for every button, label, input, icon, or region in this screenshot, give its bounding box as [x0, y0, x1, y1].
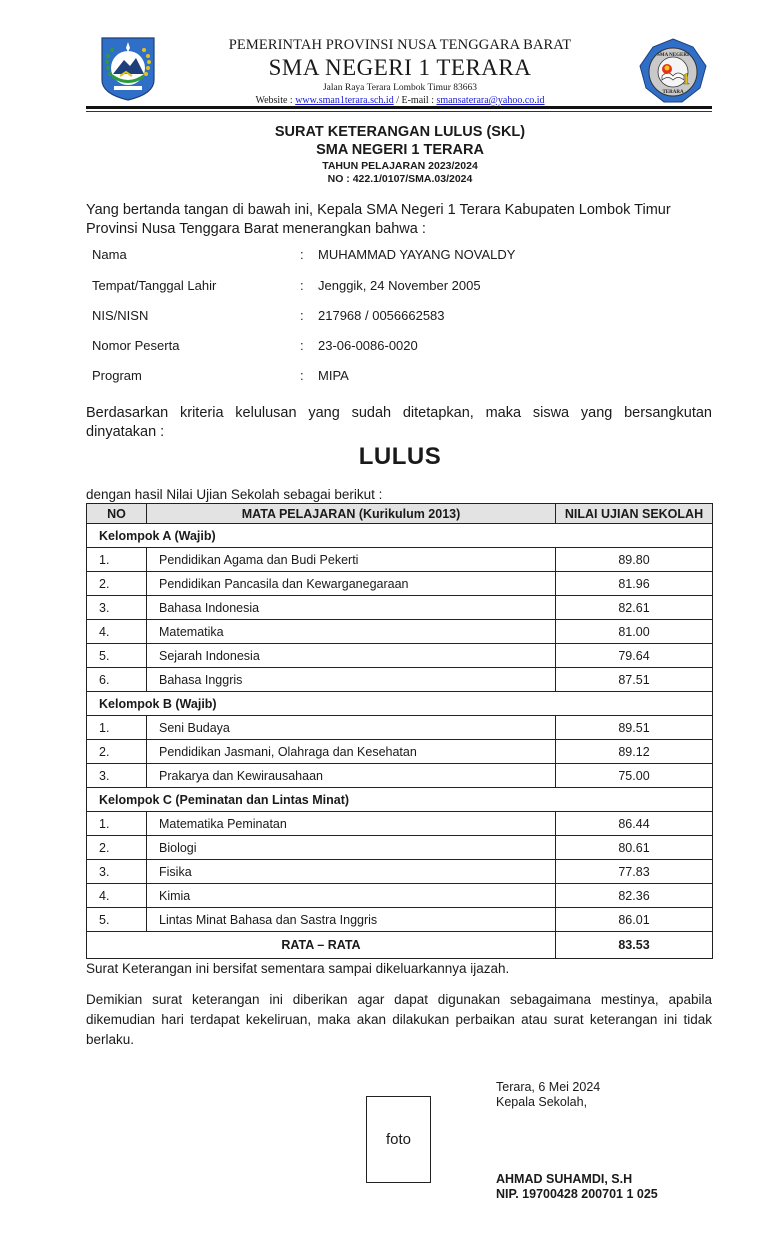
- row-number: 4.: [87, 884, 147, 908]
- website-link[interactable]: www.sman1terara.sch.id: [295, 95, 394, 106]
- row-subject: Seni Budaya: [147, 716, 556, 740]
- row-number: 2.: [87, 572, 147, 596]
- row-number: 5.: [87, 644, 147, 668]
- letterhead-address: Jalan Raya Terara Lombok Timur 83663: [322, 83, 478, 93]
- school-emblem-text-bottom: TERARA: [662, 90, 684, 95]
- row-subject: Pendidikan Agama dan Budi Pekerti: [147, 548, 556, 572]
- row-number: 1.: [87, 812, 147, 836]
- table-row: [87, 644, 713, 668]
- info-label: NIS/NISN: [92, 308, 149, 323]
- row-subject: Lintas Minat Bahasa dan Sastra Inggris: [147, 908, 556, 932]
- row-score: 81.00: [556, 620, 713, 644]
- header-no: NO: [87, 504, 147, 524]
- row-score: 87.51: [556, 668, 713, 692]
- header-subject: MATA PELAJARAN (Kurikulum 2013): [147, 504, 556, 524]
- row-score: 89.80: [556, 548, 713, 572]
- temporary-note: Surat Keterangan ini bersifat sementara sampai dikeluarkannya ijazah.: [86, 961, 510, 976]
- table-row: [87, 884, 713, 908]
- row-subject: Bahasa Inggris: [147, 668, 556, 692]
- row-score: 89.51: [556, 716, 713, 740]
- group-label: Kelompok C (Peminatan dan Lintas Minat): [87, 788, 713, 812]
- table-header-row: [87, 504, 713, 524]
- email-link[interactable]: smansaterara@yahoo.co.id: [436, 95, 545, 106]
- table-row: [87, 764, 713, 788]
- row-number: 6.: [87, 668, 147, 692]
- provincial-emblem-logo: [100, 36, 156, 102]
- graduation-result: LULUS: [358, 443, 442, 470]
- row-number: 2.: [87, 740, 147, 764]
- info-value: Jenggik, 24 November 2005: [318, 278, 481, 293]
- signature-place-date: Terara, 6 Mei 2024: [496, 1080, 601, 1094]
- info-row-name: [92, 247, 712, 265]
- row-number: 1.: [87, 548, 147, 572]
- table-row: [87, 740, 713, 764]
- school-emblem-logo: [638, 38, 708, 104]
- row-number: 3.: [87, 860, 147, 884]
- row-score: 77.83: [556, 860, 713, 884]
- info-label: Program: [92, 368, 142, 383]
- row-score: 86.01: [556, 908, 713, 932]
- row-number: 3.: [87, 596, 147, 620]
- letterhead-school-name: SMA NEGERI 1 TERARA: [268, 55, 532, 80]
- signature-position: Kepala Sekolah,: [496, 1095, 588, 1109]
- row-subject: Kimia: [147, 884, 556, 908]
- table-row: [87, 572, 713, 596]
- row-number: 3.: [87, 764, 147, 788]
- row-subject: Pendidikan Pancasila dan Kewarganegaraan: [147, 572, 556, 596]
- website-label: Website :: [255, 95, 296, 106]
- svg-text:1: 1: [682, 71, 690, 88]
- group-label: Kelompok A (Wajib): [87, 524, 713, 548]
- table-row: [87, 836, 713, 860]
- table-row: [87, 908, 713, 932]
- letterhead-government: PEMERINTAH PROVINSI NUSA TENGGARA BARAT: [228, 37, 572, 53]
- table-row: [87, 716, 713, 740]
- grades-table: [86, 503, 713, 959]
- row-score: 80.61: [556, 836, 713, 860]
- row-subject: Biologi: [147, 836, 556, 860]
- header-score: NILAI UJIAN SEKOLAH: [556, 504, 713, 524]
- letterhead-rule-thin: [86, 111, 712, 112]
- table-intro: dengan hasil Nilai Ujian Sekolah sebagai berikut :: [86, 487, 383, 502]
- document-school: SMA NEGERI 1 TERARA: [316, 142, 484, 158]
- row-score: 79.64: [556, 644, 713, 668]
- info-colon: :: [300, 338, 304, 353]
- table-row: [87, 620, 713, 644]
- group-label: Kelompok B (Wajib): [87, 692, 713, 716]
- criteria-paragraph: Berdasarkan kriteria kelulusan yang sudah ditetapkan, maka siswa yang bersangkutan dinyatakan :: [86, 405, 712, 440]
- intro-paragraph: Yang bertanda tangan di bawah ini, Kepala SMA Negeri 1 Terara Kabupaten Lombok Timur Provinsi Nusa Tenggara Barat menerangkan bahwa :: [86, 202, 671, 237]
- document-academic-year: TAHUN PELAJARAN 2023/2024: [322, 160, 478, 172]
- group-row: [87, 788, 713, 812]
- info-label: Nomor Peserta: [92, 338, 180, 353]
- letterhead-contact: [200, 95, 600, 106]
- row-score: 82.36: [556, 884, 713, 908]
- info-value: MUHAMMAD YAYANG NOVALDY: [318, 247, 516, 262]
- average-value: 83.53: [556, 932, 713, 959]
- signature-nip: NIP. 19700428 200701 1 025: [496, 1187, 658, 1201]
- row-score: 86.44: [556, 812, 713, 836]
- row-number: 2.: [87, 836, 147, 860]
- row-number: 5.: [87, 908, 147, 932]
- row-number: 1.: [87, 716, 147, 740]
- info-value: 23-06-0086-0020: [318, 338, 418, 353]
- average-label: RATA – RATA: [87, 932, 556, 959]
- info-label: Nama: [92, 247, 127, 262]
- table-row: [87, 548, 713, 572]
- row-score: 81.96: [556, 572, 713, 596]
- row-subject: Fisika: [147, 860, 556, 884]
- table-row: [87, 860, 713, 884]
- row-subject: Prakarya dan Kewirausahaan: [147, 764, 556, 788]
- signature-name: AHMAD SUHAMDI, S.H: [496, 1172, 633, 1186]
- document-title: SURAT KETERANGAN LULUS (SKL): [274, 124, 526, 140]
- group-row: [87, 524, 713, 548]
- row-subject: Matematika Peminatan: [147, 812, 556, 836]
- row-score: 75.00: [556, 764, 713, 788]
- row-score: 82.61: [556, 596, 713, 620]
- group-row: [87, 692, 713, 716]
- info-row-exam-number: [92, 338, 712, 356]
- info-row-nis: [92, 308, 712, 326]
- photo-label: foto: [385, 1131, 412, 1148]
- photo-placeholder: [366, 1096, 431, 1183]
- row-subject: Matematika: [147, 620, 556, 644]
- info-colon: :: [300, 278, 304, 293]
- info-colon: :: [300, 247, 304, 262]
- grades-body: [87, 524, 713, 932]
- info-row-birth: [92, 278, 712, 296]
- info-colon: :: [300, 308, 304, 323]
- row-subject: Sejarah Indonesia: [147, 644, 556, 668]
- row-subject: Pendidikan Jasmani, Olahraga dan Kesehatan: [147, 740, 556, 764]
- email-label: / E-mail :: [393, 95, 437, 106]
- info-label: Tempat/Tanggal Lahir: [92, 278, 217, 293]
- row-score: 89.12: [556, 740, 713, 764]
- closing-paragraph: Demikian surat keterangan ini diberikan agar dapat digunakan sebagaimana mestinya, apabila dikemudian hari terdapat kekeliruan, maka akan dilakukan perbaikan atau surat keterangan ini tidak berlaku.: [86, 992, 712, 1047]
- school-emblem-text-top: SMA NEGERI: [657, 53, 689, 58]
- table-row: [87, 812, 713, 836]
- info-value: MIPA: [318, 368, 349, 383]
- row-subject: Bahasa Indonesia: [147, 596, 556, 620]
- average-row: [87, 932, 713, 959]
- info-value: 217968 / 0056662583: [318, 308, 445, 323]
- info-colon: :: [300, 368, 304, 383]
- row-number: 4.: [87, 620, 147, 644]
- document-number: NO : 422.1/0107/SMA.03/2024: [327, 173, 473, 185]
- letterhead-rule-thick: [86, 106, 712, 109]
- table-row: [87, 596, 713, 620]
- table-row: [87, 668, 713, 692]
- info-row-program: [92, 368, 712, 386]
